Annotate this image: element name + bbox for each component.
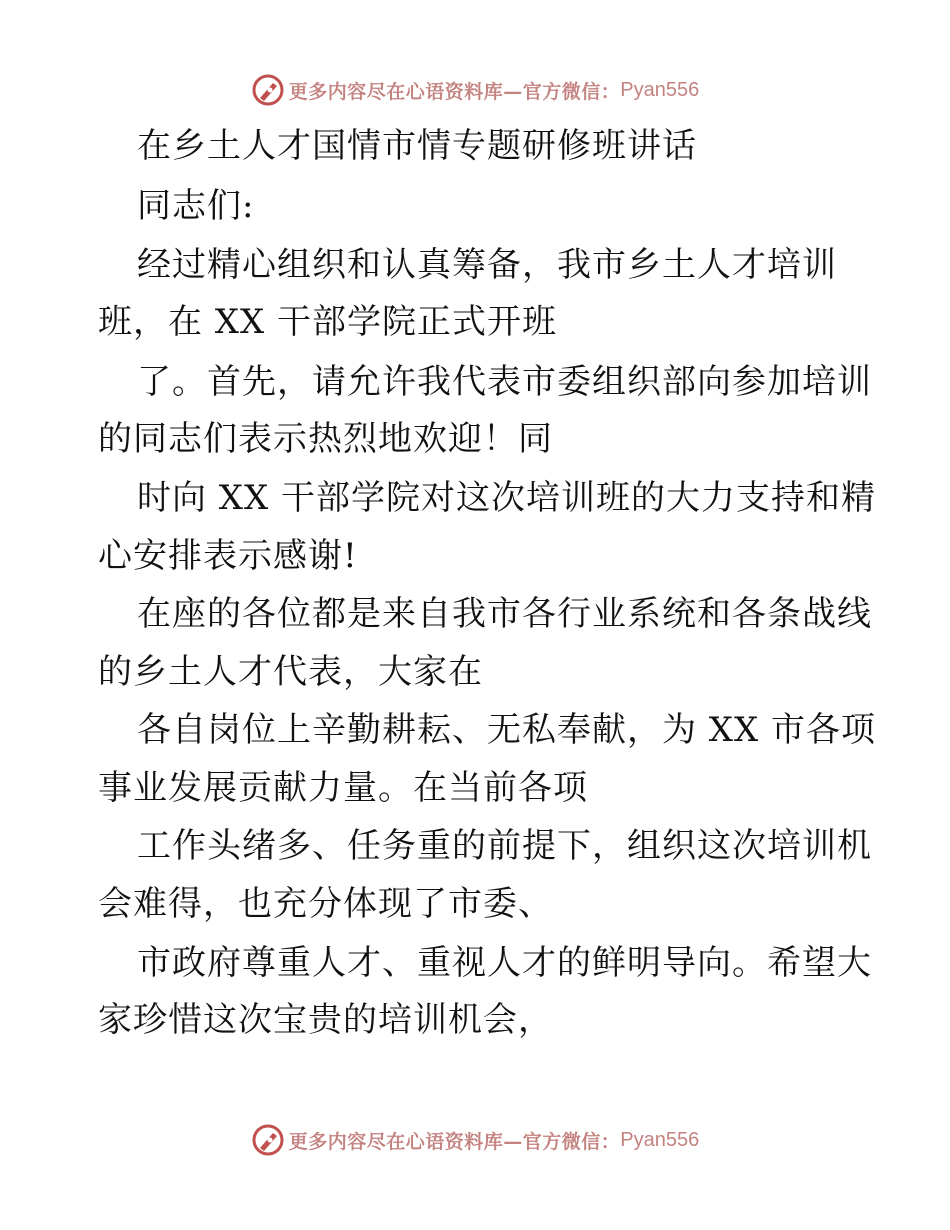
text-line: 班，在 XX 干部学院正式开班: [98, 302, 558, 342]
watermark-handle: Pyan556: [620, 1128, 700, 1151]
text-line: 各自岗位上辛勤耕耘、无私奉献，为 XX 市各项: [137, 710, 877, 750]
text-line: 经过精心组织和认真筹备，我市乡土人才培训: [137, 245, 837, 285]
greeting: 同志们:: [137, 186, 255, 226]
pen-logo-icon: [251, 1123, 285, 1157]
text-line: 的同志们表示热烈地欢迎！同: [98, 419, 553, 459]
text-line: 事业发展贡献力量。在当前各项: [98, 768, 588, 808]
pen-logo-icon: [251, 73, 285, 107]
document-title: 在乡土人才国情市情专题研修班讲话: [137, 126, 697, 166]
watermark-text: 更多内容尽在心语资料库—官方微信：: [288, 1130, 621, 1153]
text-line: 工作头绪多、任务重的前提下，组织这次培训机: [137, 826, 872, 866]
text-line: 家珍惜这次宝贵的培训机会，: [98, 1000, 553, 1040]
text-line: 心安排表示感谢!: [98, 536, 358, 576]
text-line: 会难得，也充分体现了市委、: [98, 884, 553, 924]
watermark-text: 更多内容尽在心语资料库—官方微信：: [288, 80, 621, 103]
text-line: 的乡土人才代表，大家在: [98, 652, 483, 692]
watermark-handle: Pyan556: [620, 78, 700, 101]
header-watermark: [0, 70, 950, 110]
text-line: 在座的各位都是来自我市各行业系统和各条战线: [137, 594, 872, 634]
footer-watermark: [0, 1120, 950, 1160]
text-line: 了。首先，请允许我代表市委组织部向参加培训: [137, 362, 872, 402]
text-line: 市政府尊重人才、重视人才的鲜明导向。希望大: [137, 943, 872, 983]
text-line: 时向 XX 干部学院对这次培训班的大力支持和精: [137, 478, 877, 518]
